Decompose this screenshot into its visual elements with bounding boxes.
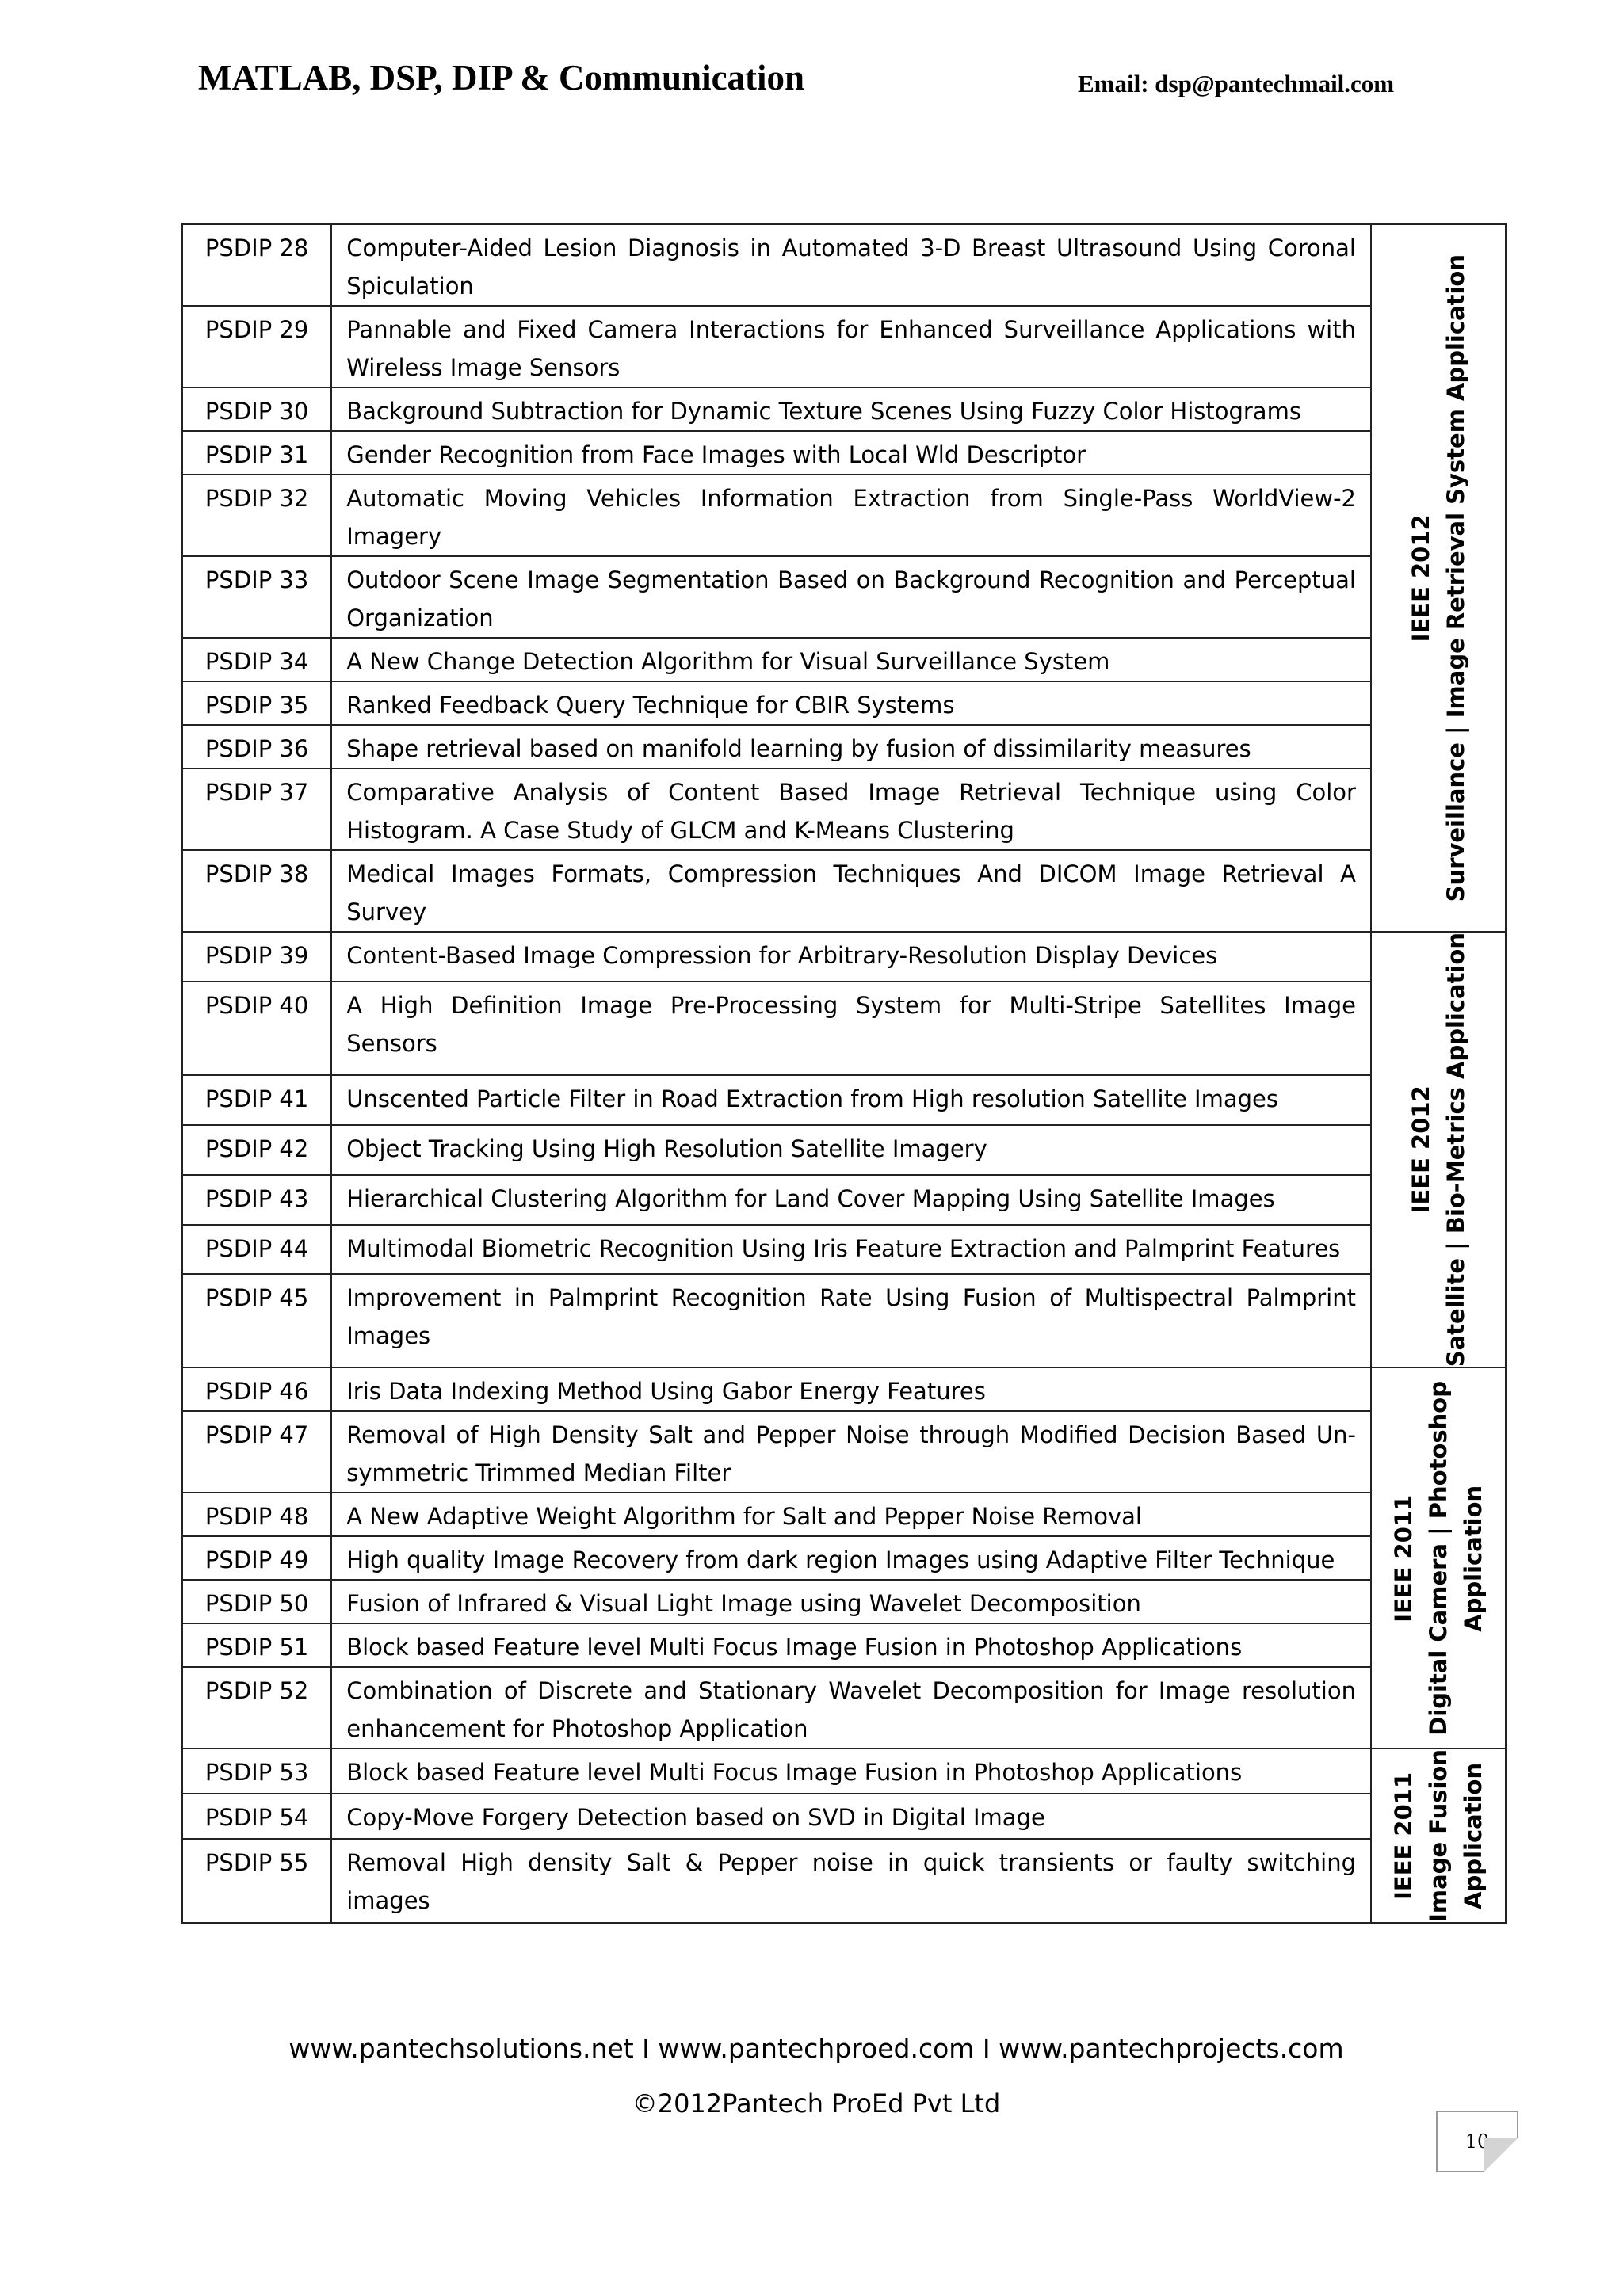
footer-copyright: ©2012Pantech ProEd Pvt Ltd: [632, 2088, 1001, 2119]
category-line: Application: [1459, 1485, 1487, 1632]
page-number-box: [1436, 2111, 1518, 2172]
project-code: PSDIP 44: [182, 1225, 331, 1275]
page-number: 10: [1465, 2130, 1490, 2153]
project-code: PSDIP 38: [182, 850, 331, 932]
project-title: Combination of Discrete and Stationary Wavelet Decomposition for Image resolution enhancement for Photoshop Application: [331, 1667, 1371, 1749]
project-title: A New Adaptive Weight Algorithm for Salt and Pepper Noise Removal: [331, 1493, 1371, 1536]
table-row: [182, 1623, 1506, 1667]
project-title: Ranked Feedback Query Technique for CBIR Systems: [331, 681, 1371, 725]
project-code: PSDIP 49: [182, 1536, 331, 1580]
project-code: PSDIP 28: [182, 224, 331, 306]
project-title: Multimodal Biometric Recognition Using Iris Feature Extraction and Palmprint Features: [331, 1225, 1371, 1275]
category-line: Image Fusion: [1424, 1749, 1452, 1923]
table-row: [182, 1125, 1506, 1175]
table-row: [182, 1749, 1506, 1794]
project-code: PSDIP 54: [182, 1794, 331, 1839]
project-title: Removal of High Density Salt and Pepper Noise through Modified Decision Based Un-symmetric Trimmed Median Filter: [331, 1411, 1371, 1493]
table-row: [182, 932, 1506, 982]
project-title: Automatic Moving Vehicles Information Extraction from Single-Pass WorldView-2 Imagery: [331, 475, 1371, 556]
project-title: Computer-Aided Lesion Diagnosis in Automated 3-D Breast Ultrasound Using Coronal Spiculation: [331, 224, 1371, 306]
table-row: [182, 982, 1506, 1075]
table-row: [182, 387, 1506, 431]
table-row: [182, 306, 1506, 387]
project-title: Hierarchical Clustering Algorithm for Land Cover Mapping Using Satellite Images: [331, 1175, 1371, 1225]
project-code: PSDIP 39: [182, 932, 331, 982]
project-code: PSDIP 31: [182, 431, 331, 475]
project-title: Object Tracking Using High Resolution Satellite Imagery: [331, 1125, 1371, 1175]
footer-links: www.pantechsolutions.net I www.pantechproed.com I www.pantechprojects.com: [288, 2033, 1344, 2064]
header-title: MATLAB, DSP, DIP & Communication: [198, 58, 805, 97]
category-line: Application: [1459, 1762, 1487, 1909]
project-title: Content-Based Image Compression for Arbitrary-Resolution Display Devices: [331, 932, 1371, 982]
project-code: PSDIP 53: [182, 1749, 331, 1794]
project-title: Copy-Move Forgery Detection based on SVD in Digital Image: [331, 1794, 1371, 1839]
project-code: PSDIP 32: [182, 475, 331, 556]
project-title: Block based Feature level Multi Focus Image Fusion in Photoshop Applications: [331, 1749, 1371, 1794]
table-row: [182, 1493, 1506, 1536]
project-code: PSDIP 46: [182, 1367, 331, 1411]
table-row: [182, 681, 1506, 725]
project-code: PSDIP 29: [182, 306, 331, 387]
project-code: PSDIP 51: [182, 1623, 331, 1667]
project-code: PSDIP 34: [182, 638, 331, 681]
table-row: [182, 1411, 1506, 1493]
category-line: IEEE 2012: [1407, 513, 1434, 643]
table-row: [182, 475, 1506, 556]
table-row: [182, 431, 1506, 475]
project-title: Gender Recognition from Face Images with Local Wld Descriptor: [331, 431, 1371, 475]
table-row: [182, 1367, 1506, 1411]
project-code: PSDIP 36: [182, 725, 331, 769]
table-row: [182, 1839, 1506, 1923]
project-code: PSDIP 52: [182, 1667, 331, 1749]
category-line: IEEE 2012: [1407, 1085, 1434, 1214]
project-code: PSDIP 40: [182, 982, 331, 1075]
project-code: PSDIP 48: [182, 1493, 331, 1536]
project-code: PSDIP 45: [182, 1274, 331, 1367]
table-row: [182, 1274, 1506, 1367]
header-email: Email: dsp@pantechmail.com: [1078, 70, 1395, 97]
table-row: [182, 725, 1506, 769]
project-code: PSDIP 47: [182, 1411, 331, 1493]
category-cell: [1371, 1367, 1506, 1749]
project-title: Comparative Analysis of Content Based Image Retrieval Technique using Color Histogram. A Case Study of GLCM and K-Means Clustering: [331, 769, 1371, 850]
project-code: PSDIP 41: [182, 1075, 331, 1125]
table-row: [182, 850, 1506, 932]
category-line: IEEE 2011: [1389, 1494, 1417, 1623]
category-label: [1386, 1749, 1491, 1922]
page-curl-icon: [1484, 2138, 1518, 2172]
table-row: [182, 1175, 1506, 1225]
project-title: A High Definition Image Pre-Processing System for Multi-Stripe Satellites Image Sensors: [331, 982, 1371, 1075]
project-title: Pannable and Fixed Camera Interactions for Enhanced Surveillance Applications with Wireless Image Sensors: [331, 306, 1371, 387]
project-title: Outdoor Scene Image Segmentation Based on Background Recognition and Perceptual Organization: [331, 556, 1371, 638]
table-row: [182, 224, 1506, 306]
project-title: Shape retrieval based on manifold learning by fusion of dissimilarity measures: [331, 725, 1371, 769]
table-row: [182, 1536, 1506, 1580]
project-title: Iris Data Indexing Method Using Gabor Energy Features: [331, 1367, 1371, 1411]
table-row: [182, 1794, 1506, 1839]
project-code: PSDIP 50: [182, 1580, 331, 1623]
category-label: [1403, 933, 1473, 1367]
category-line: IEEE 2011: [1389, 1772, 1417, 1900]
project-title: Background Subtraction for Dynamic Texture Scenes Using Fuzzy Color Histograms: [331, 387, 1371, 431]
project-title: Block based Feature level Multi Focus Image Fusion in Photoshop Applications: [331, 1623, 1371, 1667]
table-row: [182, 556, 1506, 638]
project-title: Unscented Particle Filter in Road Extraction from High resolution Satellite Images: [331, 1075, 1371, 1125]
category-line: Satellite | Bio-Metrics Application: [1442, 933, 1469, 1367]
project-code: PSDIP 30: [182, 387, 331, 431]
project-code: PSDIP 33: [182, 556, 331, 638]
project-title: Removal High density Salt & Pepper noise in quick transients or faulty switching images: [331, 1839, 1371, 1923]
category-cell: [1371, 224, 1506, 932]
project-code: PSDIP 43: [182, 1175, 331, 1225]
project-code: PSDIP 55: [182, 1839, 331, 1923]
table-row: [182, 1580, 1506, 1623]
category-label: [1403, 254, 1473, 902]
project-code: PSDIP 35: [182, 681, 331, 725]
project-title: Medical Images Formats, Compression Techniques And DICOM Image Retrieval A Survey: [331, 850, 1371, 932]
category-cell: [1371, 1749, 1506, 1923]
category-line: Digital Camera | Photoshop: [1424, 1380, 1452, 1736]
project-title: Improvement in Palmprint Recognition Rate Using Fusion of Multispectral Palmprint Images: [331, 1274, 1371, 1367]
table-row: [182, 1075, 1506, 1125]
category-cell: [1371, 932, 1506, 1367]
project-title: A New Change Detection Algorithm for Visual Surveillance System: [331, 638, 1371, 681]
project-table: [181, 223, 1507, 1924]
table-row: [182, 769, 1506, 850]
table-row: [182, 638, 1506, 681]
project-title: High quality Image Recovery from dark region Images using Adaptive Filter Technique: [331, 1536, 1371, 1580]
project-code: PSDIP 37: [182, 769, 331, 850]
category-label: [1386, 1381, 1491, 1736]
category-line: Surveillance | Image Retrieval System Application: [1442, 254, 1469, 902]
project-code: PSDIP 42: [182, 1125, 331, 1175]
table-row: [182, 1667, 1506, 1749]
project-title: Fusion of Infrared & Visual Light Image using Wavelet Decomposition: [331, 1580, 1371, 1623]
table-row: [182, 1225, 1506, 1275]
